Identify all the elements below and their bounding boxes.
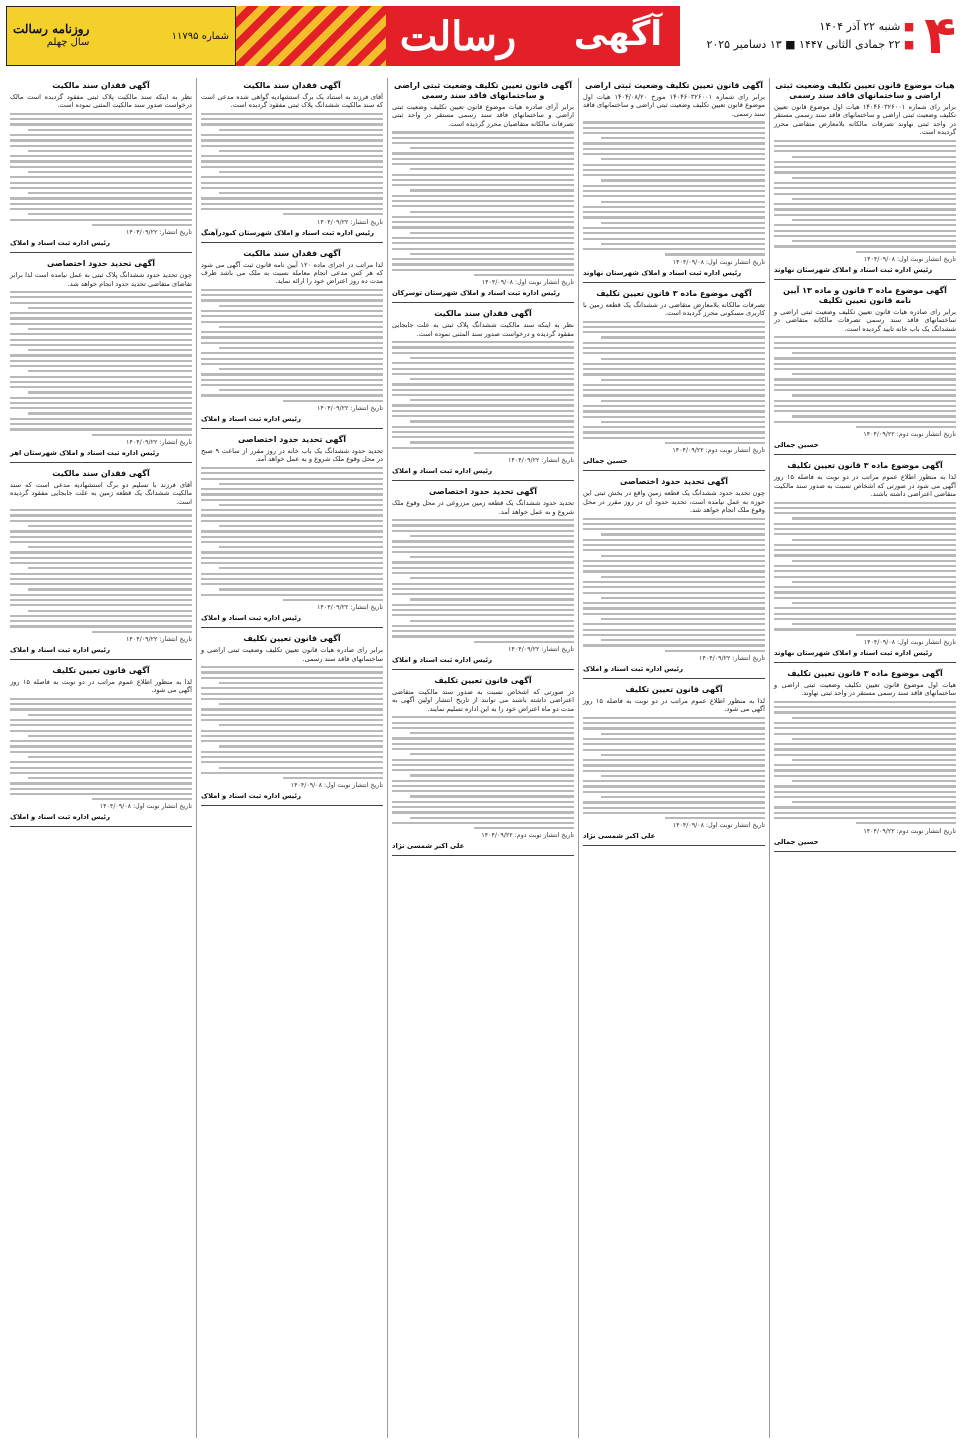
ad-notice [774, 666, 956, 852]
bullet-icon: ■ [903, 38, 915, 51]
ad-title: آگهی تحدید حدود اختصاصی [237, 435, 347, 445]
ad-title: آگهی فقدان سند مالکیت [434, 309, 532, 319]
ad-body: برابر رای شماره ۱۴۰۴۶۰۳۲۶۰۰۱ مورخ ۱۴۰۴/۰۸/۲۰ هیات اول موضوع قانون تعیین تکلیف وضعیت ثبتی اراضی و ساختمانهای فاقد سند رسمی. [583, 93, 766, 118]
ad-signature: رئیس اداره ثبت اسناد و املاک [201, 614, 301, 623]
ad-notice [583, 474, 765, 679]
ad-body: نظر به اینکه سند مالکیت پلاک ثبتی مفقود گردیده است مالک درخواست صدور سند مالکیت المثنی نموده است. [10, 93, 192, 110]
ad-title: آگهی قانون تعیین تکلیف [243, 634, 341, 644]
ad-notice [201, 246, 383, 430]
ad-columns [6, 78, 960, 1438]
ad-date: تاریخ انتشار: ۱۴۰۴/۰۹/۲۲ [317, 218, 383, 226]
ad-date: تاریخ انتشار نوبت اول: ۱۴۰۴/۰۹/۰۸ [863, 638, 956, 646]
ad-title: آگهی قانون تعیین تکلیف وضعیت ثبتی اراضی [584, 81, 764, 90]
ad-signature: رئیس اداره ثبت اسناد و املاک شهرستان اهر [10, 448, 160, 457]
masthead-banner [236, 6, 680, 66]
ad-title: آگهی فقدان سند مالکیت [52, 81, 150, 90]
masthead-left-box [6, 6, 236, 66]
ad-title: آگهی قانون تعیین تکلیف [434, 675, 532, 685]
ad-signature: رئیس اداره ثبت اسناد و املاک شهرستان توسرکان [392, 289, 560, 298]
page-number: ۴ [924, 6, 956, 66]
ad-text-lines [583, 518, 765, 652]
ad-signature: رئیس اداره ثبت اسناد و املاک [10, 645, 110, 654]
ad-date: تاریخ انتشار نوبت اول: ۱۴۰۴/۰۹/۰۸ [290, 782, 383, 790]
ad-notice [201, 78, 383, 243]
ad-text-lines [392, 341, 574, 454]
ad-signature: رئیس اداره ثبت اسناد و املاک [583, 664, 683, 673]
ad-text-lines [583, 321, 765, 445]
ad-body: آقای فرزند به استناد یک برگ استشهادیه گواهی شده مدعی است که سند مالکیت ششدانگ پلاک ثبتی مفقود گردیده است. [201, 93, 383, 110]
issue-number: شماره ۱۱۷۹۵ [171, 30, 229, 42]
ad-date: تاریخ انتشار: ۱۴۰۴/۰۹/۲۲ [699, 654, 765, 662]
ad-text-lines [392, 716, 574, 829]
section-title: آگهی [573, 14, 662, 54]
ad-notice [10, 78, 192, 253]
bullet-icon: ■ [903, 20, 915, 33]
ad-notice [774, 458, 956, 663]
ad-title: آگهی موضوع ماده ۳ قانون تعیین تکلیف [787, 668, 943, 678]
ad-date: تاریخ انتشار نوبت دوم: ۱۴۰۴/۰۹/۲۲ [481, 832, 574, 840]
ad-text-lines [774, 502, 956, 636]
ad-notice [774, 283, 956, 455]
ad-signature: حسین جمالی [774, 441, 819, 450]
ad-text-lines [201, 289, 383, 402]
ad-title: آگهی تحدید حدود اختصاصی [46, 259, 156, 269]
ad-text-lines [10, 113, 192, 226]
ad-date: تاریخ انتشار: ۱۴۰۴/۰۹/۲۲ [508, 645, 574, 653]
ad-body: هیات اول موضوع قانون تعیین تکلیف وضعیت ثبتی اراضی و ساختمانهای فاقد سند رسمی مستقر در واحد ثبتی نهاوند. [774, 680, 956, 698]
ad-date: تاریخ انتشار نوبت اول: ۱۴۰۴/۰۹/۰۸ [99, 803, 192, 811]
ad-notice [392, 78, 574, 303]
ad-body: آقای فرزند با تسلیم دو برگ استشهادیه مدعی است که سند مالکیت ششدانگ یک قطعه زمین به علت جابجایی مفقود گردیده است. [10, 480, 192, 506]
ad-title: آگهی قانون تعیین تکلیف [625, 684, 723, 694]
ad-body: برابر رای شماره ۱۴۰۴۶۰۳۲۶۰۰۱ هیات اول موضوع قانون تعیین تکلیف وضعیت ثبتی اراضی و ساختمانهای فاقد سند رسمی مستقر در واحد ثبتی نهاوند تصرفات مالکانه بلامعارض متقاضی محرز گردیده است. [774, 103, 957, 137]
ad-signature: رئیس اداره ثبت اسناد و املاک [201, 792, 301, 801]
ad-date: تاریخ انتشار نوبت دوم: ۱۴۰۴/۰۹/۲۲ [863, 431, 956, 439]
column [769, 78, 960, 1438]
ad-body: تحدید حدود ششدانگ یک باب خانه در روز مقرر از ساعت ۹ صبح در محل وقوع ملک شروع و به عمل خواهد آمد. [201, 447, 383, 464]
tagline-box [13, 23, 89, 49]
column [387, 78, 578, 1438]
ad-notice [774, 78, 956, 280]
ad-signature: رئیس اداره ثبت اسناد و املاک [392, 655, 492, 664]
tagline: سال چهلم [46, 37, 90, 48]
ad-body: در صورتی که اشخاص نسبت به صدور سند مالکیت متقاضی اعتراضی داشته باشند می توانند از تاریخ انتشار اولین آگهی به مدت دو ماه اعتراض خود را به این اداره تسلیم نمایند. [392, 687, 574, 713]
ad-title: آگهی فقدان سند مالکیت [243, 248, 341, 258]
column [196, 78, 387, 1438]
ad-title: آگهی موضوع ماده ۳ قانون تعیین تکلیف [787, 461, 943, 471]
column [6, 78, 196, 1438]
ad-title: آگهی فقدان سند مالکیت [243, 81, 341, 90]
ad-signature: رئیس اداره ثبت اسناد و املاک شهرستان کبودرآهنگ [201, 228, 375, 237]
ad-text-lines [583, 717, 765, 820]
date-block [706, 18, 914, 54]
ad-date: تاریخ انتشار: ۱۴۰۴/۰۹/۲۲ [126, 229, 192, 237]
ad-date: تاریخ انتشار نوبت اول: ۱۴۰۴/۰۹/۰۸ [672, 258, 765, 266]
ad-text-lines [10, 291, 192, 436]
ad-text-lines [583, 121, 765, 255]
ad-text-lines [10, 698, 192, 801]
ad-date: تاریخ انتشار: ۱۴۰۴/۰۹/۲۲ [317, 405, 383, 413]
ad-body: چون تحدید حدود ششدانگ پلاک ثبتی به عمل نیامده است لذا برابر تقاضای متقاضی تحدید حدود انجام خواهد شد. [10, 271, 192, 288]
ad-notice [392, 673, 574, 857]
ad-text-lines [201, 113, 383, 216]
ad-date: تاریخ انتشار: ۱۴۰۴/۰۹/۲۲ [508, 457, 574, 465]
ad-body: تحدید حدود ششدانگ یک قطعه زمین مزروعی در محل وقوع ملک شروع و به عمل خواهد آمد. [392, 499, 574, 516]
ad-title: آگهی موضوع ماده ۳ قانون تعیین تکلیف [596, 288, 752, 298]
ad-body: برابر رای صادره هیات قانون تعیین تکلیف وضعیت ثبتی اراضی و ساختمانهای فاقد سند رسمی تصرفات مالکانه متقاضی در ششدانگ یک باب خانه تایید گردیده است. [774, 307, 956, 333]
ad-date: تاریخ انتشار: ۱۴۰۴/۰۹/۲۲ [317, 604, 383, 612]
ad-text-lines [392, 131, 574, 276]
ad-signature: رئیس اداره ثبت اسناد و املاک شهرستان نهاوند [583, 268, 742, 277]
ad-title: آگهی تحدید حدود اختصاصی [428, 487, 538, 497]
ad-date: تاریخ انتشار: ۱۴۰۴/۰۹/۲۲ [126, 635, 192, 643]
ad-date: تاریخ انتشار نوبت اول: ۱۴۰۴/۰۹/۰۸ [863, 255, 956, 263]
brand-logo: رسالت [399, 12, 517, 60]
ad-text-lines [201, 666, 383, 779]
ad-title: آگهی قانون تعیین تکلیف وضعیت ثبتی اراضی و ساختمانهای فاقد سند رسمی [393, 81, 573, 100]
ad-date: تاریخ انتشار نوبت دوم: ۱۴۰۴/۰۹/۲۲ [863, 827, 956, 835]
ad-signature: علی اکبر شمسی نژاد [392, 842, 465, 851]
ad-body: نظر به اینکه سند مالکیت ششدانگ پلاک ثبتی به علت جابجایی مفقود گردیده و درخواست صدور سند المثنی نموده است. [392, 321, 574, 338]
ad-date: تاریخ انتشار نوبت دوم: ۱۴۰۴/۰۹/۲۲ [672, 447, 765, 455]
masthead-right [680, 6, 960, 66]
ad-date: تاریخ انتشار: ۱۴۰۴/۰۹/۲۲ [126, 438, 192, 446]
ad-notice [392, 484, 574, 670]
ad-body: برابر آرای صادره هیات موضوع قانون تعیین تکلیف وضعیت ثبتی اراضی و ساختمانهای فاقد سند رسمی مستقر در واحد ثبتی تصرفات مالکانه متقاضیان محرز گردیده است. [392, 103, 574, 128]
ad-body: لذا به منظور اطلاع عموم مراتب در دو نوبت به فاصله ۱۵ روز آگهی می شود. [583, 696, 765, 714]
ad-text-lines [774, 140, 956, 253]
ad-signature: رئیس اداره ثبت اسناد و املاک شهرستان نهاوند [774, 648, 933, 657]
ad-text-lines [201, 467, 383, 601]
date-line-1: شنبه ۲۲ آذر ۱۴۰۴ [819, 20, 901, 33]
column [578, 78, 769, 1438]
small-logo: روزنامه رسالت [13, 22, 90, 36]
newspaper-page [0, 6, 966, 1446]
ad-signature: رئیس اداره ثبت اسناد و املاک [392, 467, 492, 476]
ad-notice [10, 663, 192, 828]
ad-notice [201, 432, 383, 628]
ad-body: لذا به منظور اطلاع عموم مراتب در دو نوبت به فاصله ۱۵ روز آگهی می شود در صورتی که اشخاص نسبت به صدور سند مالکیت متقاضی اعتراضی داشته باشند. [774, 473, 956, 499]
masthead [6, 6, 960, 66]
ad-text-lines [10, 509, 192, 633]
ad-text-lines [392, 519, 574, 643]
ad-title: هیات موضوع قانون تعیین تکلیف وضعیت ثبتی اراضی و ساختمانهای فاقد سند رسمی [775, 81, 955, 100]
ad-signature: رئیس اداره ثبت اسناد و املاک شهرستان نهاوند [774, 265, 933, 274]
decorative-stripe [236, 6, 386, 66]
ad-body: لذا به منظور اطلاع عموم مراتب در دو نوبت به فاصله ۱۵ روز آگهی می شود. [10, 677, 192, 695]
ad-body: لذا مراتب در اجرای ماده ۱۲۰ آیین نامه قانون ثبت آگهی می شود که هر کس مدعی انجام معامله نسبت به ملک می باشد ظرف مدت ده روز اعتراض خود را ارائه نماید. [201, 260, 383, 286]
ad-notice [583, 286, 765, 472]
ad-signature: رئیس اداره ثبت اسناد و املاک [201, 415, 301, 424]
ad-date: تاریخ انتشار نوبت اول: ۱۴۰۴/۰۹/۰۸ [481, 279, 574, 287]
ad-date: تاریخ انتشار نوبت اول: ۱۴۰۴/۰۹/۰۸ [672, 822, 765, 830]
date-line-2: ۲۲ جمادی الثانی ۱۴۴۷ ■ ۱۳ دسامبر ۲۰۲۵ [706, 38, 901, 51]
ad-notice [10, 256, 192, 463]
ad-title: آگهی تحدید حدود اختصاصی [619, 477, 729, 487]
ad-notice [10, 466, 192, 660]
ad-body: برابر رای صادره هیات قانون تعیین تکلیف وضعیت ثبتی اراضی و ساختمانهای فاقد سند رسمی. [201, 646, 383, 663]
ad-signature: رئیس اداره ثبت اسناد و املاک [10, 239, 110, 248]
ad-title: آگهی موضوع ماده ۳ قانون و ماده ۱۳ آیین نامه قانون تعیین تکلیف [783, 285, 947, 305]
ad-body: تصرفات مالکانه بلامعارض متقاضی در ششدانگ یک قطعه زمین با کاربری مسکونی محرز گردیده است. [583, 300, 765, 318]
ad-signature: حسین جمالی [774, 837, 819, 846]
ad-notice [583, 78, 765, 283]
ad-text-lines [774, 336, 956, 428]
ad-notice [392, 306, 574, 481]
ad-signature: رئیس اداره ثبت اسناد و املاک [10, 813, 110, 822]
ad-text-lines [774, 701, 956, 825]
ad-notice [201, 631, 383, 806]
ad-body: چون تحدید حدود ششدانگ یک قطعه زمین واقع در بخش ثبتی این حوزه به عمل نیامده است، تحدید حدود آن در روز مقرر در محل وقوع ملک انجام خواهد شد. [583, 489, 765, 515]
ad-notice [583, 682, 765, 847]
ad-title: آگهی فقدان سند مالکیت [52, 468, 150, 478]
ad-title: آگهی قانون تعیین تکلیف [52, 665, 150, 675]
ad-signature: حسین جمالی [583, 457, 628, 466]
ad-signature: علی اکبر شمسی نژاد [583, 832, 656, 841]
